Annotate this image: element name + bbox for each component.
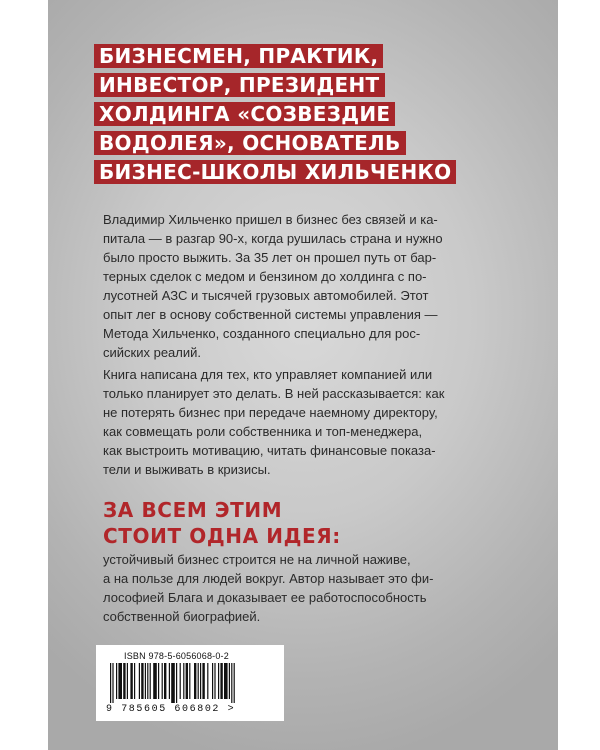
text-line: тели и выживать в кризисы. (103, 462, 271, 477)
barcode-bar (130, 663, 132, 699)
author-bio-paragraph (103, 210, 503, 362)
barcode-bar (224, 663, 228, 699)
barcode-bar (200, 663, 201, 699)
barcode-bar (186, 663, 188, 699)
barcode-bar (164, 663, 166, 699)
text-line: собственной биографией. (103, 609, 261, 624)
idea-paragraph (103, 550, 503, 626)
isbn-label: ISBN 978-5-6056068-0-2 (124, 651, 229, 661)
text-line: как совмещать роли собственника и топ-менеджера, (103, 424, 423, 439)
barcode-bar (123, 663, 125, 699)
barcode-digits: 9 785605 606802 > (106, 704, 236, 715)
barcode-bar (207, 663, 208, 699)
barcode-bar (118, 663, 122, 699)
text-line: сийских реалий. (103, 345, 201, 360)
barcode-bar (212, 663, 213, 699)
barcode-bar (145, 663, 146, 699)
barcode-bar (176, 663, 177, 703)
barcode-bar (180, 663, 181, 699)
barcode-bar (231, 663, 232, 703)
text-line: не потерять бизнес при передаче наемному директору, (103, 405, 438, 420)
text-line: как выстроить мотивацию, читать финансовые показа- (103, 443, 436, 458)
barcode-bar (112, 663, 113, 703)
idea-subheading (103, 497, 341, 549)
barcode-bar (147, 663, 148, 699)
text-line: было просто выжить. За 35 лет он прошел путь от бар- (103, 250, 437, 265)
text-line: питала — в разгар 90-х, когда рушилась страна и нужно (103, 231, 443, 246)
headline-line: ХОЛДИНГА «СОЗВЕЗДИЕ (94, 102, 395, 126)
text-line: терных сделок с медом и бензином до холдинга с по- (103, 269, 427, 284)
text-line: только планирует это делать. В ней рассказывается: как (103, 386, 445, 401)
barcode-bar (162, 663, 163, 699)
barcode-bar (169, 663, 170, 699)
subheading-line: ЗА ВСЕМ ЭТИМ (103, 498, 283, 522)
text-line: лософией Блага и доказывает ее работоспособность (103, 590, 427, 605)
barcode-bar (127, 663, 128, 699)
barcode-bar (220, 663, 222, 699)
isbn-barcode (96, 645, 284, 721)
barcode-bar (110, 663, 111, 703)
barcode-bar (116, 663, 117, 699)
barcode-bar (139, 663, 140, 699)
barcode-bar (234, 663, 235, 703)
subheading-line: СТОИТ ОДНА ИДЕЯ: (103, 524, 341, 548)
barcode-bar (171, 663, 175, 703)
barcode-bar (202, 663, 204, 699)
text-line: устойчивый бизнес строится не на личной наживе, (103, 552, 411, 567)
text-line: опыт лег в основу собственной системы управления — (103, 307, 438, 322)
barcode-bar (153, 663, 157, 699)
barcode-bar (214, 663, 215, 699)
barcode-bar (198, 663, 199, 699)
headline-line: БИЗНЕС-ШКОЛЫ ХИЛЬЧЕНКО (94, 160, 456, 184)
headline-line: ИНВЕСТОР, ПРЕЗИДЕНТ (94, 73, 385, 97)
barcode-bar (194, 663, 196, 699)
text-line: Книга написана для тех, кто управляет компанией или (103, 367, 433, 382)
text-line: а на пользе для людей вокруг. Автор называет это фи- (103, 571, 434, 586)
barcode-bar (218, 663, 219, 699)
text-line: лусотней АЗС и тысячей грузовых автомобилей. Этот (103, 288, 429, 303)
barcode-bar (150, 663, 151, 699)
barcode-bars (108, 663, 272, 703)
text-line: Владимир Хильченко пришел в бизнес без связей и ка- (103, 212, 438, 227)
book-description-paragraph (103, 365, 503, 479)
barcode-bar (141, 663, 143, 699)
barcode-bar (183, 663, 184, 699)
barcode-bar (229, 663, 230, 699)
headline-line: БИЗНЕСМЕН, ПРАКТИК, (94, 44, 383, 68)
barcode-bar (134, 663, 135, 699)
text-line: Метода Хильченко, созданного специально для рос- (103, 326, 421, 341)
author-headline (94, 44, 514, 189)
barcode-bar (189, 663, 190, 699)
barcode-bar (158, 663, 159, 699)
headline-line: ВОДОЛЕЯ», ОСНОВАТЕЛЬ (94, 131, 406, 155)
